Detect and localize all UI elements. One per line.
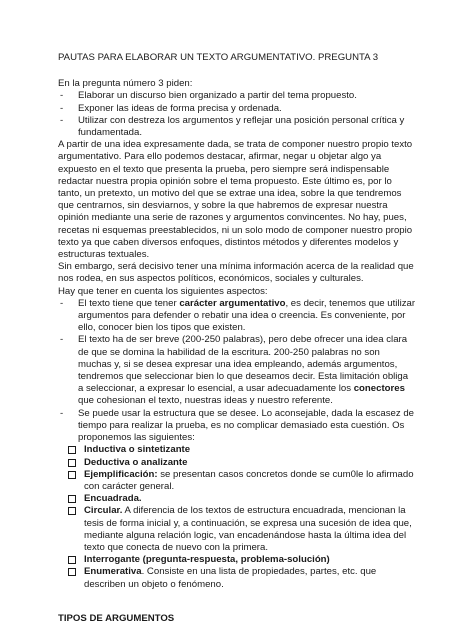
checkbox-icon	[68, 495, 76, 503]
structure-label: Enumerativa	[84, 566, 142, 578]
structure-label: Circular.	[84, 505, 123, 517]
paragraph-3: Hay que tener en cuenta los siguientes aspectos:	[58, 285, 268, 297]
aspect-text: El texto ha de ser breve (200-250 palabras), pero debe ofrecer una idea clara de que se domina la habilidad de la escritura. 200-250 palabras no son muchas y, si se desea expresar una idea empleando, además argumentos, tendremos que seleccionar bien lo que deseamos decir. Esta limitación obliga a seleccionar, a expresar lo esencial, a usar adecuadamente los	[78, 334, 409, 395]
intro-line: En la pregunta número 3 piden:	[58, 78, 193, 90]
structure-item	[66, 505, 416, 554]
structure-text: . Consiste en una lista de propiedades, partes, etc. que describen un objeto o fenómeno.	[84, 566, 377, 590]
aspects-list	[58, 298, 416, 444]
aspect-item: - Se puede usar la estructura que se desee. Lo aconsejable, dada la escasez de tiempo para realizar la prueba, es no complicar demasiado esta cuestión. Os proponemos las siguientes:	[58, 408, 416, 445]
requirement-item: - Utilizar con destreza los argumentos y reflejar una posición personal crítica y fundamentada.	[58, 115, 416, 139]
structures-list	[58, 444, 416, 590]
aspect-text: que cohesionan el texto, nuestras ideas y nuestro referente.	[78, 395, 333, 407]
aspect-bold: conectores	[353, 383, 405, 395]
paragraph-1: A partir de una idea expresamente dada, se trata de componer nuestro propio texto argumentativo. Para ello podemos destacar, afirmar, negar u objetar algo ya expuesto en el texto que presenta la prueba, pero siempre será indispensable redactar nuestra propia opinión sobre el tema propuesto. Este último es, por lo tanto, un pretexto, un motivo del que se extrae una idea, sobre la que tendremos que centrarnos, sin desviarnos, y sobre la que habremos de expresar nuestra opinión mediante una serie de razones y argumentos convincentes. No hay, pues, recetas ni esquemas preestablecidos, ni un solo modo de componer nuestro propio texto ya que caben diversos enfoques, distintos métodos y diferentes modelos y estructuras textuales.	[58, 139, 413, 261]
structure-item	[66, 493, 416, 505]
structure-label: Ejemplificación:	[84, 468, 158, 480]
checkbox-icon	[68, 568, 76, 576]
aspect-text: El texto tiene que tener	[78, 297, 180, 309]
structure-item	[66, 457, 416, 469]
structure-label: Encuadrada.	[84, 493, 142, 505]
checkbox-icon	[68, 507, 76, 515]
structure-label: Deductiva o analizante	[84, 456, 188, 468]
requirement-item: - Exponer las ideas de forma precisa y ordenada.	[58, 103, 416, 115]
checkbox-icon	[68, 556, 76, 564]
structure-item	[66, 444, 416, 456]
checkbox-icon	[68, 446, 76, 454]
structure-item	[66, 469, 416, 493]
checkbox-icon	[68, 471, 76, 479]
aspect-item	[58, 298, 416, 335]
structure-item	[66, 566, 416, 590]
aspect-bold: carácter argumentativo	[179, 297, 286, 309]
structure-text: se presentan casos concretos donde se cum0le lo afirmado con carácter general.	[84, 468, 414, 492]
requirement-item: - Elaborar un discurso bien organizado a partir del tema propuesto.	[58, 90, 416, 102]
structure-text: A diferencia de los textos de estructura encuadrada, mencionan la tesis de forma inicial y, a continuación, se expresa una sucesión de idea que, mediante alguna relación logic, van encadenándose hasta la última idea del texto que conecta de nuevo con la primera.	[84, 505, 412, 553]
requirements-list	[58, 90, 416, 139]
document-title: PAUTAS PARA ELABORAR UN TEXTO ARGUMENTATIVO. PREGUNTA 3	[58, 52, 379, 63]
checkbox-icon	[68, 459, 76, 467]
structure-label: Inductiva o sintetizante	[84, 444, 191, 456]
section-title: TIPOS DE ARGUMENTOS	[58, 612, 175, 624]
paragraph-2: Sin embargo, será decisivo tener una mínima información acerca de la realidad que nos rodea, en sus aspectos políticos, económicos, sociales y culturales.	[58, 261, 414, 285]
structure-item	[66, 554, 416, 566]
aspect-item	[58, 334, 416, 407]
aspect-text: , es decir, tenemos que utilizar argumentos para defender o rebatir una idea o creencia. Es conveniente, por ello, conocer bien los tipos que existen.	[78, 297, 416, 334]
structure-label: Interrogante (pregunta-respuesta, problema-solución)	[84, 554, 330, 566]
